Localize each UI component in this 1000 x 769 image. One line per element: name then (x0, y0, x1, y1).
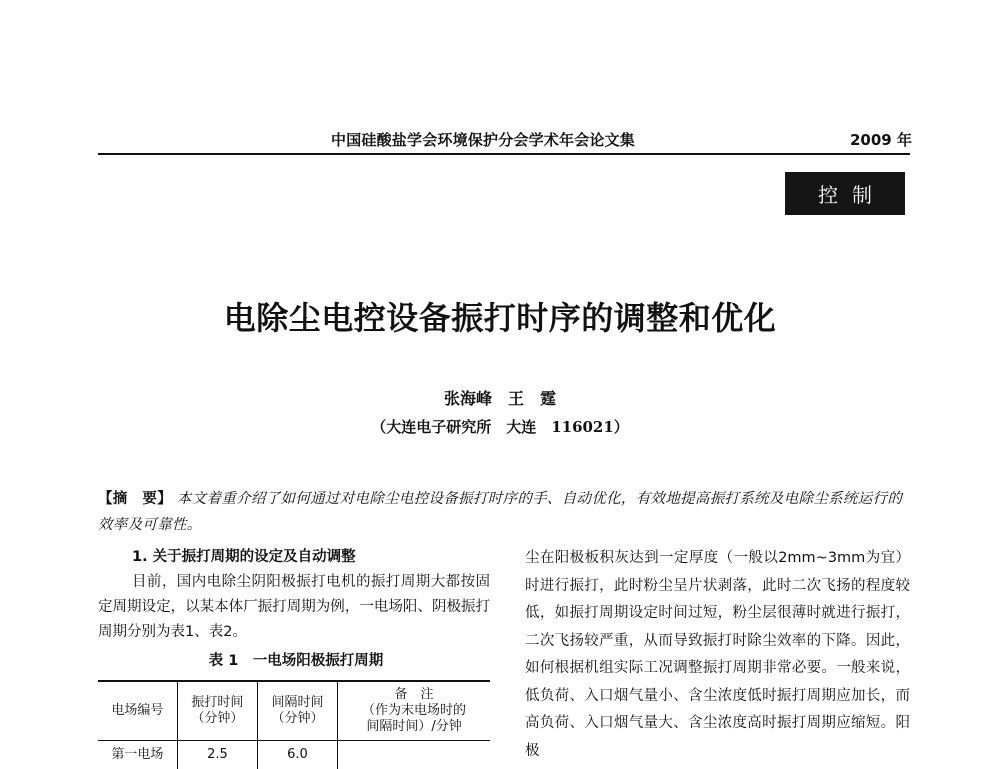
journal-header: 中国硅酸盐学会环境保护分会学术年会论文集 (331, 129, 635, 150)
table-header-cell: 间隔时间 （分钟） (257, 681, 337, 741)
table-header-row (98, 681, 490, 741)
table-cell: 2.5 (177, 741, 257, 769)
affiliation: （大连电子研究所 大连 116021） (0, 416, 1000, 437)
table-cell: 6.0 (257, 741, 337, 769)
header-year: 2009 年 (850, 129, 912, 150)
table-header-cell: 备 注 （作为末电场时的 间隔时间）/分钟 (338, 681, 490, 741)
data-table (98, 680, 490, 769)
table-row (98, 741, 490, 769)
body-paragraph: 目前，国内电除尘阴阳极振打电机的振打周期大都按固定周期设定，以某本体厂振打周期为例，一电场阳、阴极振打周期分别为表1、表2。 (98, 570, 490, 645)
table-header-cell: 电场编号 (98, 681, 177, 741)
authors: 张海峰 王 霆 (0, 386, 1000, 409)
table-cell (338, 741, 490, 769)
section-tag: 控制 (785, 172, 905, 215)
body-paragraph-continued: 尘在阳极板积灰达到一定厚度（一般以2mm~3mm为宜）时进行振打，此时粉尘呈片状剥落，此时二次飞扬的程度较低，如振打周期设定时间过短，粉尘层很薄时就进行振打，二次飞扬较严重，从而导致振打时除尘效率的下降。因此，如何根据机组实际工况调整振打周期非常必要。一般来说，低负荷、入口烟气量小、含尘浓度低时振打周期应加长，而高负荷、入口烟气量大、含尘浓度高时振打周期应缩短。阳极 (525, 545, 910, 765)
abstract-label: 【摘 要】 (98, 491, 172, 507)
section-heading: 1. 关于振打周期的设定及自动调整 (98, 545, 490, 570)
paper-title: 电除尘电控设备振打时序的调整和优化 (0, 293, 1000, 339)
table-header-cell: 振打时间 （分钟） (177, 681, 257, 741)
abstract-text: 本文着重介绍了如何通过对电除尘电控设备振打时序的手、自动优化，有效地提高振打系统及电除尘系统运行的效率及可靠性。 (98, 491, 902, 533)
header-divider (98, 153, 910, 155)
table-body (98, 741, 490, 769)
table-cell: 第一电场 (98, 741, 177, 769)
right-column (525, 545, 910, 765)
left-column (98, 545, 490, 769)
table-caption: 表 1 一电场阳极振打周期 (98, 649, 490, 674)
abstract (98, 486, 910, 538)
